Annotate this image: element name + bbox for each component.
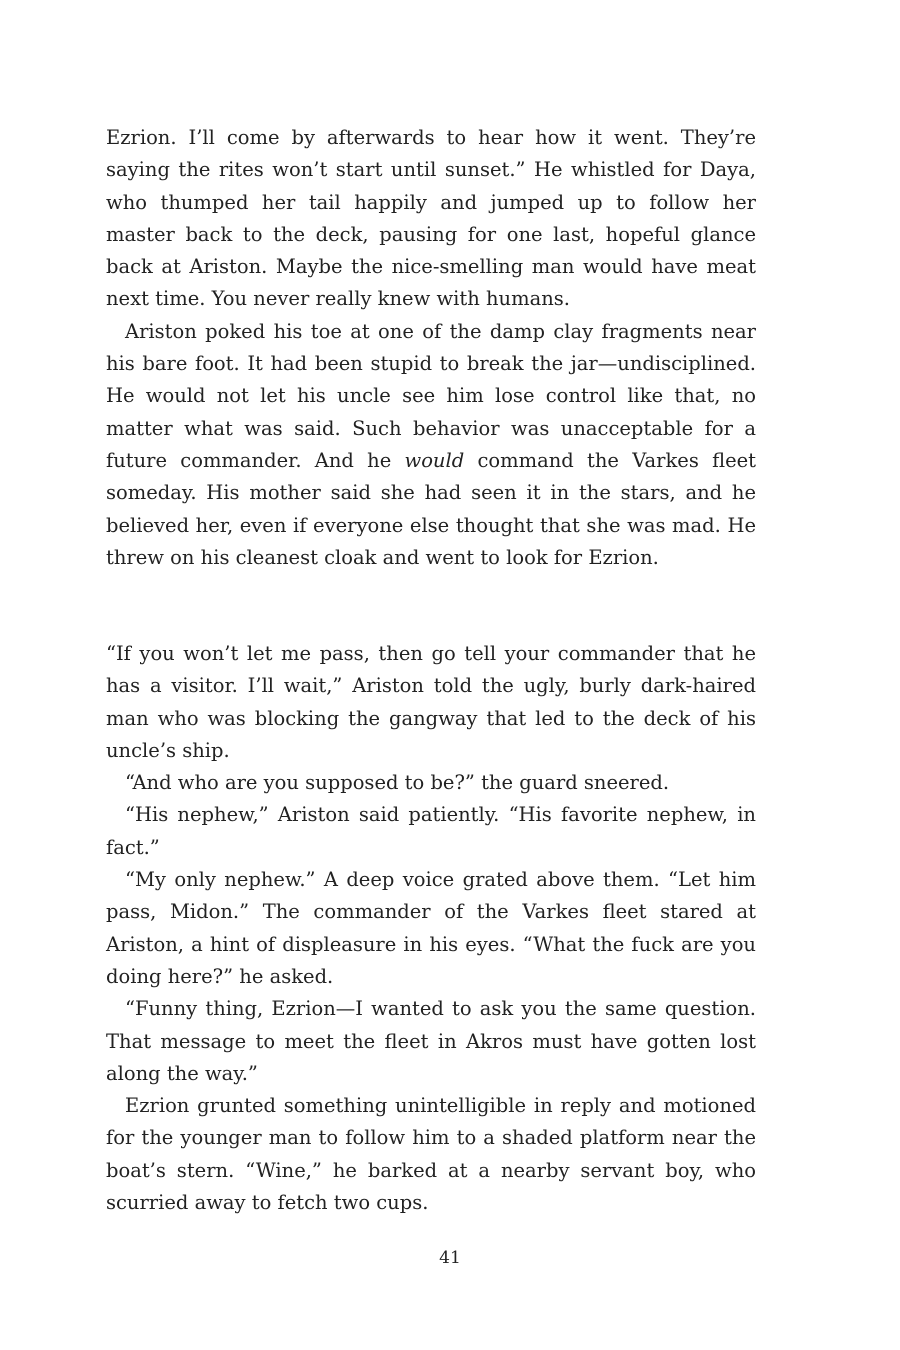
section-two: [106, 638, 756, 1219]
emphasis-text: would: [404, 448, 465, 472]
paragraph-text: command the Varkes fleet someday. His mother said she had seen it in the stars, and he believed her, even if everyone else thought that she was mad. He threw on his cleanest cloak and went to look for Ezrion.: [106, 448, 756, 569]
paragraph: Ezrion grunted something unintelligible in reply and motioned for the younger man to follow him to a shaded platform near the boat’s stern. “Wine,” he barked at a nearby servant boy, who scurried away to fetch two cups.: [106, 1094, 756, 1215]
paragraph: Ezrion. I’ll come by afterwards to hear how it went. They’re saying the rites won’t start until sunset.” He whistled for Daya, who thumped her tail happily and jumped up to follow her master back to the deck, pausing for one last, hopeful glance back at Ariston. Maybe the nice-smelling man would have meat next time. You never really knew with humans.: [106, 126, 756, 311]
paragraph-text: Ariston poked his toe at one of the damp clay fragments near his bare foot. It had been stupid to break the jar—undisciplined. He would not let his uncle see him lose control like that, no matter what was said. Such behavior was unacceptable for a future commander. And he: [106, 319, 756, 472]
paragraph: “My only nephew.” A deep voice grated above them. “Let him pass, Midon.” The commander of the Varkes fleet stared at Ariston, a hint of displeasure in his eyes. “What the fuck are you doing here?” he asked.: [106, 868, 756, 988]
paragraph: “His nephew,” Ariston said patiently. “His favorite nephew, in fact.”: [106, 803, 756, 859]
paragraph: “Funny thing, Ezrion—I wanted to ask you the same question. That message to meet the fleet in Akros must have gotten lost along the way.”: [106, 997, 756, 1085]
paragraph: [106, 316, 756, 574]
paragraph: “And who are you supposed to be?” the guard sneered.: [125, 771, 670, 795]
section-one: [106, 122, 756, 574]
page-number: 41: [439, 1248, 461, 1268]
paragraph: “If you won’t let me pass, then go tell your commander that he has a visitor. I’ll wait,” Ariston told the ugly, burly dark-haired man who was blocking the gangway that led to the deck of his uncle’s ship.: [106, 642, 756, 762]
